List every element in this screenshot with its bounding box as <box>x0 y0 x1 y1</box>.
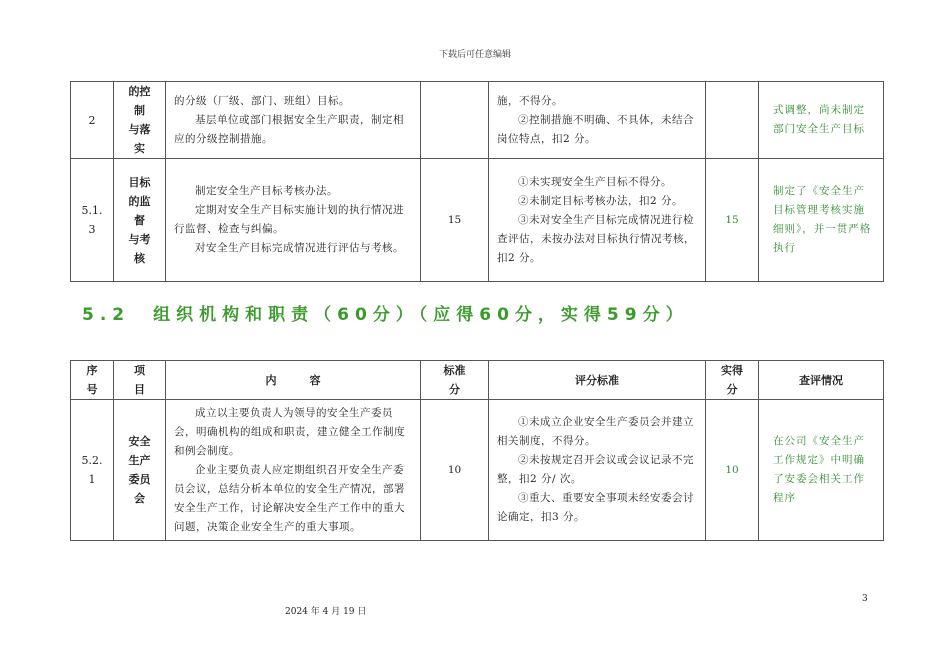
row-standard-score: 10 <box>421 400 489 541</box>
row-evaluation: 在公司《安全生产工作规定》中明确了安委会相关工作程序 <box>759 400 884 541</box>
header-item: 项 目 <box>114 361 166 400</box>
footer-date: 2024 年 4 月 19 日 <box>285 607 367 617</box>
row-actual-score <box>706 82 759 159</box>
header-no: 序 号 <box>71 361 114 400</box>
row-item: 安全 生产 委员 会 <box>114 400 166 541</box>
row-content: 制定安全生产目标考核办法。 定期对安全生产目标实施计划的执行情况进行监督、检查与纠偏。 对安全生产目标完成情况进行评估与考核。 <box>166 159 421 282</box>
header-evaluation: 查评情况 <box>759 361 884 400</box>
score-table <box>70 360 884 541</box>
row-number: 2 <box>71 82 114 159</box>
row-number: 5.2. 1 <box>71 400 114 541</box>
row-item: 目标 的监 督 与考 核 <box>114 159 166 282</box>
row-standard-score <box>421 82 489 159</box>
row-number: 5.1. 3 <box>71 159 114 282</box>
section-title: 5.2 组织机构和职责（60分）（应得60分，实得59分） <box>82 305 689 325</box>
row-actual-score: 15 <box>706 159 759 282</box>
row-criteria: ①未实现安全生产目标不得分。 ②未制定目标考核办法，扣2 分。 ③未对安全生产目标完成情况进行检查评估，未按办法对目标执行情况考核，扣2 分。 <box>489 159 706 282</box>
header-actual-score: 实得 分 <box>706 361 759 400</box>
header-note: 下载后可任意编辑 <box>438 50 511 60</box>
row-content: 的分级（厂级、部门、班组）目标。 基层单位或部门根据安全生产职责，制定相应的分级控制措施。 <box>166 82 421 159</box>
table-header-row <box>71 361 884 400</box>
header-content: 内 容 <box>166 361 421 400</box>
row-criteria: ①未成立企业安全生产委员会并建立相关制度，不得分。 ②未按规定召开会议或会议记录不完整，扣2 分/ 次。 ③重大、重要安全事项未经安委会讨论确定，扣3 分。 <box>489 400 706 541</box>
table-row <box>71 82 884 159</box>
table-row <box>71 400 884 541</box>
row-evaluation: 式调整，尚未制定部门安全生产目标 <box>759 82 884 159</box>
row-content: 成立以主要负责人为领导的安全生产委员会，明确机构的组成和职责，建立健全工作制度和例会制度。 企业主要负责人应定期组织召开安全生产委员会议，总结分析本单位的安全生产情况，部署安全生产工作，讨论解决安全生产工作中的重大问题，决策企业安全生产的重大事项。 <box>166 400 421 541</box>
row-criteria: 施，不得分。 ②控制措施不明确、不具体，未结合岗位特点，扣2 分。 <box>489 82 706 159</box>
row-actual-score: 10 <box>706 400 759 541</box>
row-evaluation: 制定了《安全生产目标管理考核实施细则》，并一贯严格执行 <box>759 159 884 282</box>
row-item: 的控 制 与落 实 <box>114 82 166 159</box>
page-number: 3 <box>862 594 868 604</box>
row-standard-score: 15 <box>421 159 489 282</box>
table-row <box>71 159 884 282</box>
score-table-continued <box>70 81 884 282</box>
header-standard-score: 标准 分 <box>421 361 489 400</box>
header-criteria: 评分标准 <box>489 361 706 400</box>
